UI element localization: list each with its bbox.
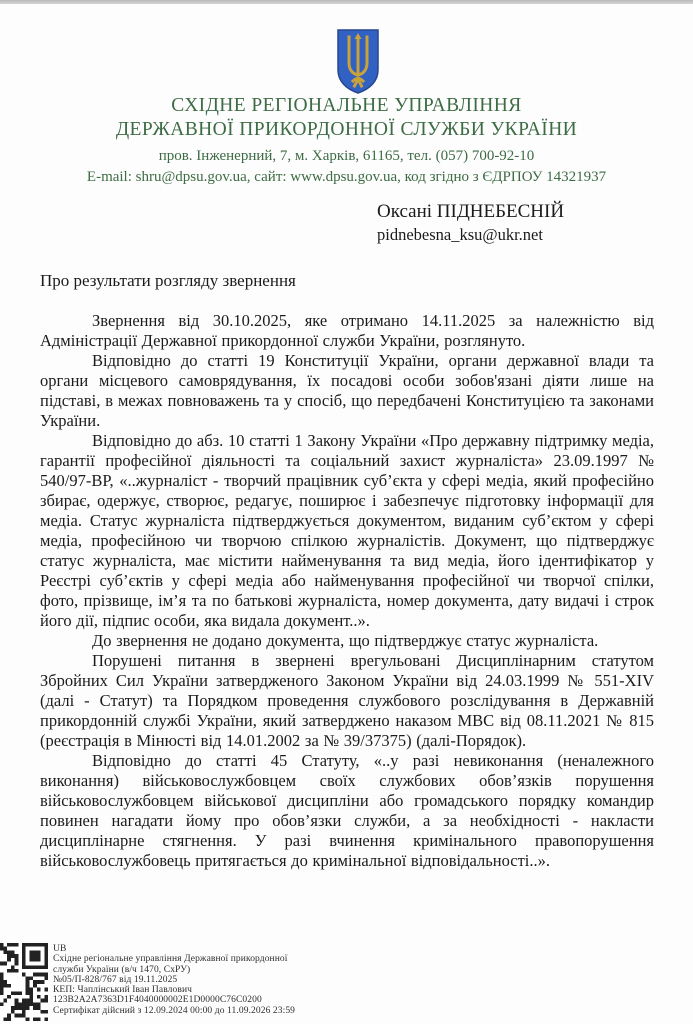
letter-body — [40, 311, 654, 871]
signature-stamp — [0, 940, 693, 1024]
org-contacts: E-mail: shru@dpsu.gov.ua, сайт: www.dpsu.gov.ua, код згідно з ЄДРПОУ 14321937 — [86, 168, 607, 185]
recipient-email: pidnebesna_ksu@ukr.net — [377, 225, 543, 244]
paragraph-disciplinary-statute: Порушені питання в звернені врегульовані Дисциплінарним статутом Збройних Сил України затвердженого Законом України від 24.03.1999 № 551-XIV (далі - Статут) та Порядком проведення службового розслідування в Державній прикордонній службі України, який затверджено наказом МВС від 08.11.2021 № 815 (реєстрація в Мінюсті від 14.01.2002 за № 39/37375) (далі-Порядок). — [40, 651, 654, 750]
stamp-line: UB — [53, 944, 67, 954]
ukraine-coat-of-arms-icon — [336, 28, 380, 96]
stamp-text-block — [53, 944, 295, 1016]
subject-line: Про результати розгляду звернення — [40, 271, 296, 290]
qr-code — [0, 943, 48, 1021]
org-address: пров. Інженерний, 7, м. Харків, 61165, тел. (057) 700-92-10 — [158, 148, 535, 164]
recipient-block — [377, 200, 564, 245]
stamp-doc-number: №05/П-828/767 від 19.11.2025 — [53, 974, 178, 985]
org-name-line2: ДЕРЖАВНОЇ ПРИКОРДОННОЇ СЛУЖБИ УКРАЇНИ — [115, 119, 578, 140]
letterhead — [0, 94, 693, 187]
paragraph-constitution-art19: Відповідно до статті 19 Конституції України, органи державної влади та органи місцевого самоврядування, їх посадові особи зобов'язані діяти лише на підставі, в межах повноважень та у спосіб, що передбачені Конституцією та законами України. — [40, 351, 654, 430]
photo-top-edge — [0, 0, 693, 4]
stamp-cert-validity: Сертифікат дійсний з 12.09.2024 00:00 до 11.09.2026 23:59 — [53, 1005, 296, 1016]
paragraph-media-law-journalist-status: Відповідно до абз. 10 статті 1 Закону України «Про державну підтримку медіа, гарантії професійної діяльності та соціальний захист журналіста» 23.09.1997 № 540/97-ВР, «..журналіст - творчий працівник суб’єкта у сфері медіа, який професійно збирає, одержує, створює, редагує, поширює і забезпечує підготовку інформації для медіа. Статус журналіста підтверджується документом, виданим суб’єктом у сфері медіа, професійною чи творчою спілкою журналістів. Документ, що підтверджує статус журналіста, має містити найменування та вид медіа, його ідентифікатор у Реєстрі суб’єктів у сфері медіа або найменування професійної чи творчої спілки, фото, прізвище, ім’я та по батькові журналіста, номер документа, дату видачі і строк його дії, підпис особи, яка видала документ..». — [40, 431, 654, 630]
paragraph-appeal-received: Звернення від 30.10.2025, яке отримано 14.11.2025 за належністю від Адміністрації Державної прикордонної служби України, розглянуто. — [40, 311, 654, 350]
stamp-org-line: служби України (в/ч 1470, СхРУ) — [53, 964, 191, 975]
org-name-line1: СХІДНЕ РЕГІОНАЛЬНЕ УПРАВЛІННЯ — [171, 95, 522, 116]
paragraph-no-document-attached: До звернення не додано документа, що підтверджує статус журналіста. — [92, 631, 599, 650]
stamp-signer-name: КЕП: Чаплінський Іван Павлович — [53, 985, 193, 996]
stamp-signature-hash: 123B2A2A7363D1F4040000002E1D0000C76C0200 — [53, 995, 262, 1006]
paragraph-statute-art45: Відповідно до статті 45 Статуту, «..у разі невиконання (неналежного виконання) військовослужбовцем своїх службових обов’язків порушення військовослужбовцем військової дисципліни або громадського порядку командир повинен нагадати йому про обов’язки служби, а за необхідності - накласти дисциплінарне стягнення. У разі вчинення кримінального правопорушення військовослужбовець притягається до кримінальної відповідальності..». — [40, 751, 654, 870]
recipient-name: Оксані ПІДНЕБЕСНІЙ — [377, 201, 565, 222]
stamp-org-line: Східне регіональне управління Державної прикордонної — [53, 954, 288, 965]
